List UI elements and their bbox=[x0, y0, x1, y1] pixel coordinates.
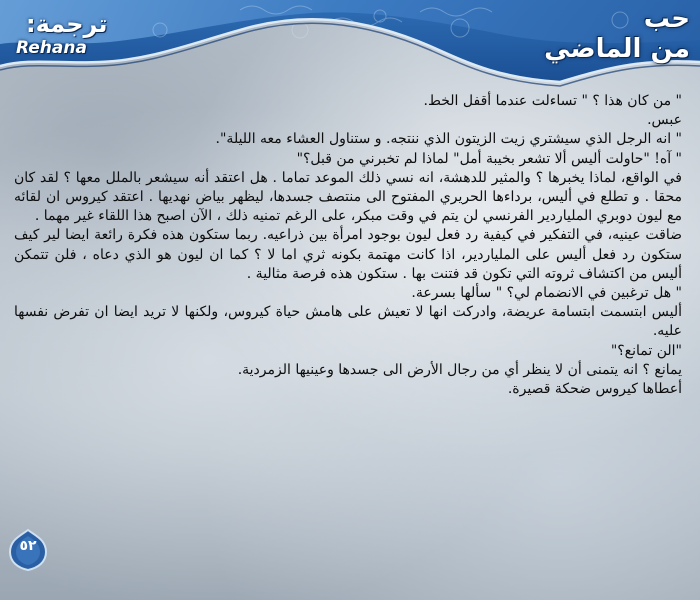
story-text bbox=[14, 92, 682, 399]
translator-credit bbox=[8, 6, 128, 58]
translator-name: Rehana bbox=[16, 38, 87, 58]
translation-label: ترجمة: bbox=[26, 10, 108, 38]
chapter-title bbox=[490, 4, 690, 64]
title-line-2: من الماضي bbox=[544, 34, 690, 64]
paragraph: في الواقع، لماذا يخبرها ؟ والمثير للدهشة، انه نسي ذلك الموعد تماما . هل اعتقد أنه سيشعر بالملل معها ؟ لقد كان محقا . و تطلع في أليس، برداءها الحريري المفتوح الى منتصف جسدها، ليظهر بياض نهديها . اعتقد كيروس ان لقائه مع ليون دوبري الملياردير الفرنسي لن يتم في وقت مبكر، على الرغم تمنيه ذلك ، الآن اصبح هذا اللقاء غير مهما . bbox=[14, 169, 682, 225]
title-line-1: حب bbox=[643, 4, 690, 34]
paragraph: " انه الرجل الذي سيشتري زيت الزيتون الذي ننتجه. و ستناول العشاء معه الليلة". bbox=[215, 131, 682, 148]
page-number: ٥٢ bbox=[19, 538, 37, 554]
paragraph: " هل ترغبين في الانضمام لي؟ " سألها بسرعة. bbox=[411, 285, 682, 302]
paragraph: عبس. bbox=[647, 112, 682, 129]
page-number-badge bbox=[6, 528, 50, 572]
paragraph: ضاقت عينيه، في التفكير في كيفية رد فعل ليون بوجود امرأة بين ذراعيه. ربما ستكون هذه فكرة رائعة ايضا لير كيف ستكون رد فعل أليس على الملياردير، اذا كانت مهتمة بكونه ثري اما لا ؟ كما ان ليون هو الذي دعاه ، فلن تتمكن أليس من اكتشاف ثروته التي تكون قد فتنت بها . ستكون هذه فرصة مثالية . bbox=[14, 227, 682, 282]
paragraph: " آه! "حاولت أليس ألا تشعر بخيبة أمل" لماذا لم تخبرني من قبل؟" bbox=[296, 150, 682, 167]
header-banner bbox=[0, 0, 700, 90]
paragraph: أعطاها كيروس ضحكة قصيرة. bbox=[507, 381, 682, 398]
paragraph: "الن تمانع؟" bbox=[610, 342, 682, 359]
paragraph: أليس ابتسمت ابتسامة عريضة، وادركت انها لا تعيش على هامش حياة كيروس، ولكنها لا تريد ايضا ان تفرض نفسها عليه. bbox=[14, 304, 682, 340]
paragraph: " من كان هذا ؟ " تساءلت عندما أقفل الخط. bbox=[423, 93, 682, 109]
paragraph: يمانع ؟ انه يتمنى أن لا ينظر أي من رجال الأرض الى جسدها وعينيها الزمردية. bbox=[237, 361, 682, 378]
